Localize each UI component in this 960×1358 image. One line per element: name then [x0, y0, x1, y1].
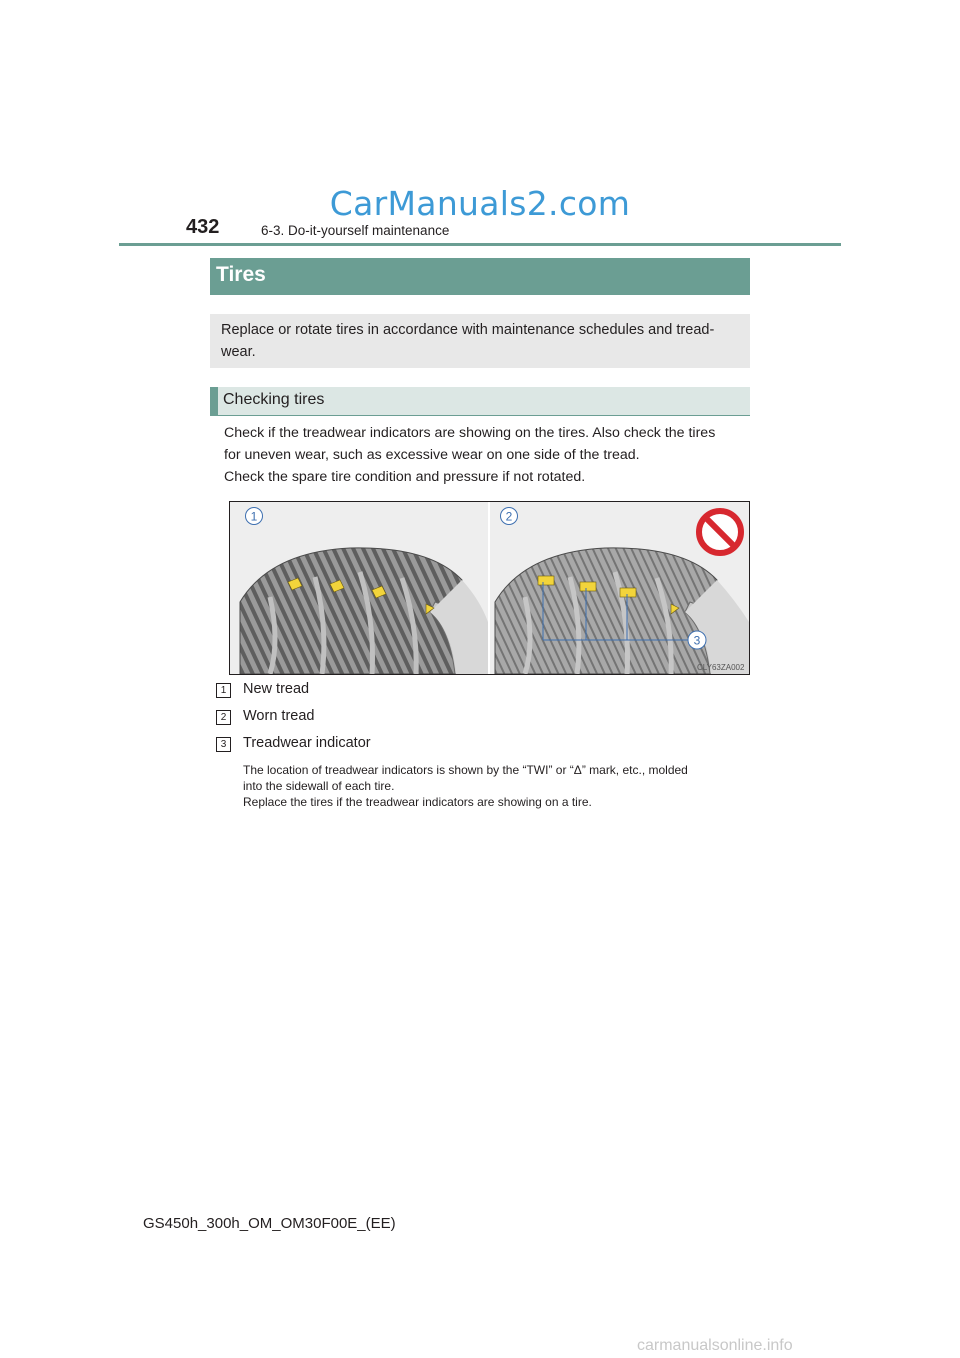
- body-line-3: Check the spare tire condition and pressure if not rotated.: [224, 469, 586, 485]
- legend-number: 2: [216, 710, 231, 725]
- legend-label: Worn tread: [243, 708, 315, 724]
- callout-1-marker: [246, 508, 263, 525]
- subsection-body: [224, 422, 749, 488]
- title-band: [210, 258, 750, 295]
- callout-3: 3: [693, 633, 701, 648]
- note-line-2: into the sidewall of each tire.: [243, 779, 395, 793]
- page-number: 432: [186, 216, 220, 238]
- header-rule: [119, 243, 841, 246]
- subsection-accent-bar: [210, 387, 218, 416]
- note-line-1: The location of treadwear indicators is shown by the “TWI” or “Δ” mark, etc., molded: [243, 763, 688, 777]
- legend-label: Treadwear indicator: [243, 735, 371, 751]
- prohibited-icon: [699, 511, 741, 553]
- callout-2: 2: [505, 509, 513, 524]
- callout-2-marker: [501, 508, 518, 525]
- legend-number: 1: [216, 683, 231, 698]
- section-title: 6-3. Do-it-yourself maintenance: [261, 223, 450, 238]
- subsection-header: [210, 387, 750, 416]
- intro-text: Replace or rotate tires in accordance with maintenance schedules and tread-wear.: [221, 322, 715, 360]
- tire-illustration: [229, 501, 750, 675]
- watermark-carmanualsonline: carmanualsonline.info: [637, 1337, 793, 1354]
- body-line-2: for uneven wear, such as excessive wear on one side of the tread.: [224, 447, 640, 463]
- indicator-note: [243, 762, 753, 810]
- body-line-1: Check if the treadwear indicators are showing on the tires. Also check the tires: [224, 425, 716, 441]
- callout-1: 1: [250, 509, 258, 524]
- subsection-title: Checking tires: [223, 391, 325, 408]
- figure-code: CLY63ZA002: [697, 663, 745, 672]
- note-line-3: Replace the tires if the treadwear indicators are showing on a tire.: [243, 795, 592, 809]
- callout-3-marker: [688, 631, 706, 649]
- legend-number: 3: [216, 737, 231, 752]
- page-title: Tires: [216, 263, 266, 286]
- intro-box: [210, 314, 750, 368]
- legend-label: New tread: [243, 681, 310, 697]
- footer-doc-code: GS450h_300h_OM_OM30F00E_(EE): [143, 1215, 396, 1232]
- watermark-carmanuals2: CarManuals2.com: [329, 184, 631, 223]
